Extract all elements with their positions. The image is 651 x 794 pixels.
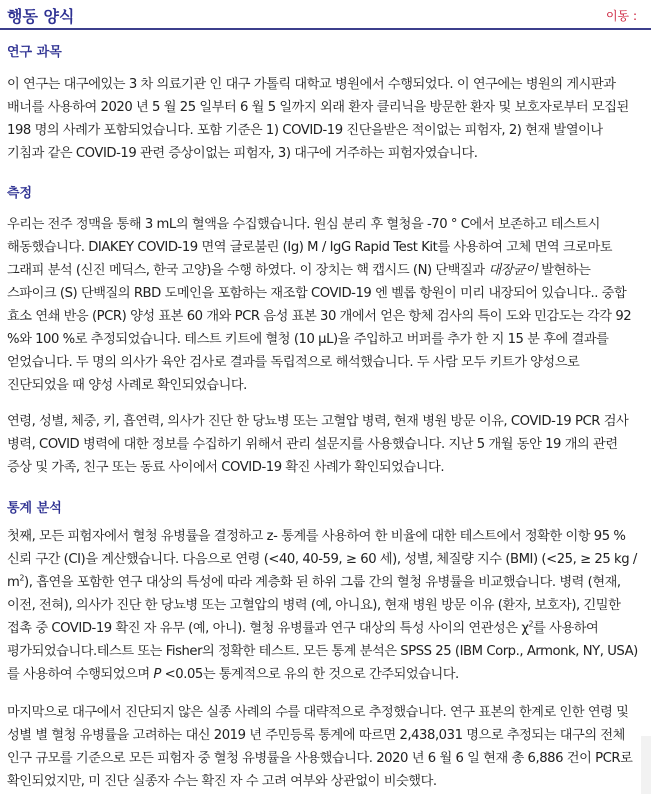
- paragraph-questionnaire: 연령, 성별, 체중, 키, 흡연력, 의사가 진단 한 당뇨병 또는 고혈압 병력, 현재 병원 방문 이유, COVID-19 PCR 검사 병력, COVID 병력에 대한 정보를 수집하기 위해서 관리 설문지를 사용했습니다. 지난 5 개월 동안 19 개의 관련 증상 및 가족, 친구 또는 동료 사이에서 COVID-19 확진 사례가 확인되었습니다.: [7, 414, 629, 475]
- paragraph-text: 발현하는 스파이크 (S) 단백질의 RBD 도메인을 포함하는 재조합 COVID-19 엔 벨롭 항원이 미리 내장되어 있습니다.. 중합 효소 연쇄 반응 (PCR) 양성 표본 60 개와 PCR 음성 표본 30 개에서 얻은 항체 검사의 특이 도와 민감도는 각각 92 %와 100 %로 추정되었습니다. 테스트 키트에 혈청 (10 μL)을 주입하고 버퍼를 추가 한 지 15 분 후에 결과를 얻었습니다. 두 명의 의사가 육안 검사로 결과를 독립적으로 해석했습니다. 두 사람 모두 키트가 양성으로 진단되었을 때 양성 사례로 확인되었습니다.: [7, 263, 632, 393]
- paragraph-statistics: [7, 525, 641, 686]
- paragraph-text: 를 사용하여 평가되었습니다.테스트 또는 Fisher의 정확한 테스트. 모든 통계 분석은 SPSS 25 (IBM Corp., Armonk, NY, USA)를 사용하여 수행되었으며: [7, 621, 638, 682]
- section-heading-measurement: 측정: [7, 186, 33, 201]
- paragraph-missing-cases: 마지막으로 대구에서 진단되지 않은 실종 사례의 수를 대략적으로 추정했습니다. 연구 표본의 한계로 인한 연령 및 성별 별 혈청 유병률을 고려하는 대신 2019 년 주민등록 통계에 따르면 2,438,031 명으로 추정되는 대구의 전체 인구 규모를 기준으로 모든 피험자 중 혈청 유병률을 사용했습니다. 2020 년 6 월 6 일 현재 총 6,886 건이 PCR로 확인되었지만, 미 진단 실종자 수는 확진 자 수 고려 여부와 상관없이 비슷했다.: [7, 705, 633, 789]
- paragraph-measurement: [7, 213, 641, 397]
- paragraph-text: ), 흡연을 포함한 연구 대상의 특성에 따라 계층화 된 하위 그룹 간의 혈청 유병률을 비교했습니다. 병력 (현재, 이전, 전혀), 의사가 진단 한 당뇨병 또는 고혈압의 병력 (예, 아니요), 현재 병원 방문 이유 (환자, 보호자), 긴밀한 접촉 중 COVID-19 확진 자 유무 (예, 아니). 혈청 유병률과 연구 대상의 특성 사이의 연관성은 χ: [7, 575, 621, 636]
- page-title: 행동 양식: [7, 7, 75, 26]
- paragraph-text: 우리는 전주 정맥을 통해 3 mL의 혈액을 수집했습니다. 원심 분리 후 혈청을 -70 ° C에서 보존하고 테스트시 해동했습니다. DIAKEY COVID-19 면역 글로불린 (Ig) M / IgG Rapid Test Kit를 사용하여 고체 면역 크로마토 그래피 분석 (신진 메딕스, 한국 고양)을 수행 하였다. 이 장치는 핵 캡시드 (N) 단백질과: [7, 217, 613, 278]
- goto-link[interactable]: 이동 :: [605, 9, 637, 23]
- paragraph-text: <0.05는 통계적으로 유의 한 것으로 간주되었습니다.: [160, 667, 459, 682]
- section-header-bar: [0, 0, 651, 30]
- italic-term: 대장균이: [488, 263, 538, 278]
- italic-p-value: P: [153, 667, 161, 682]
- superscript: 2: [528, 619, 534, 629]
- section-heading-statistics: 통계 분석: [7, 501, 62, 516]
- scrollbar-track[interactable]: [641, 736, 651, 794]
- superscript: 2: [19, 573, 25, 583]
- paragraph-text: 첫째, 모든 피험자에서 혈청 유병률을 결정하고 z- 통계를 사용하여 한 비율에 대한 테스트에서 정확한 이항 95 % 신뢰 구간 (CI)을 계산했습니다. 다음으로 연령 (<40, 40-59, ≥ 60 세), 성별, 체질량 지수 (BMI) (<25, ≥ 25 kg / m: [7, 529, 637, 590]
- paragraph-study-subjects: 이 연구는 대구에있는 3 차 의료기관 인 대구 가톨릭 대학교 병원에서 수행되었다. 이 연구에는 병원의 게시판과 배너를 사용하여 2020 년 5 월 25 일부터 6 월 5 일까지 외래 환자 클리닉을 방문한 환자 및 보호자로부터 모집된 198 명의 사례가 포함되었습니다. 포함 기준은 1) COVID-19 진단을받은 적이없는 피험자, 2) 현재 발열이나 기침과 같은 COVID-19 관련 증상이없는 피험자, 3) 대구에 거주하는 피험자였습니다.: [7, 77, 629, 161]
- section-heading-study-subjects: 연구 과목: [7, 45, 62, 60]
